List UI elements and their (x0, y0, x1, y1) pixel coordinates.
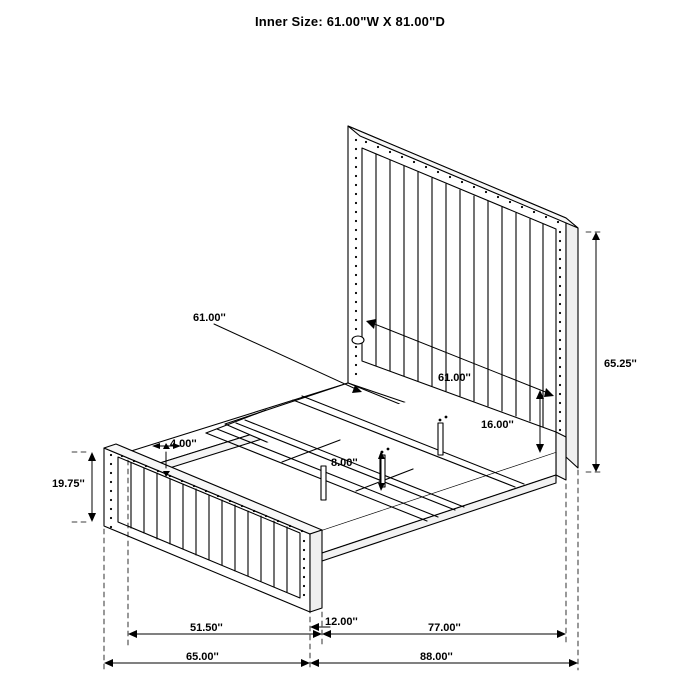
dim-label-slat-to-top: 16.00'' (481, 419, 514, 431)
dim-label-side-rail-length: 77.00'' (428, 622, 461, 634)
dim-label-rail-thickness: 4.00'' (170, 438, 197, 450)
dim-label-overall-depth: 88.00'' (420, 651, 453, 663)
page-title: Inner Size: 61.00"W X 81.00"D (254, 14, 446, 29)
dim-label-footboard-inner-width: 51.50'' (190, 622, 223, 634)
dim-label-slat-height: 8.00'' (331, 457, 358, 469)
dim-label-headboard-height: 65.25'' (604, 358, 637, 370)
dim-label-footboard-height: 19.75'' (52, 478, 85, 490)
dim-label-footboard-depth: 12.00'' (325, 616, 358, 628)
dim-label-overall-width: 65.00'' (186, 651, 219, 663)
dim-label-headboard-inner-width: 61.00'' (438, 372, 471, 384)
dim-label-inner-width-callout: 61.00'' (193, 312, 226, 324)
